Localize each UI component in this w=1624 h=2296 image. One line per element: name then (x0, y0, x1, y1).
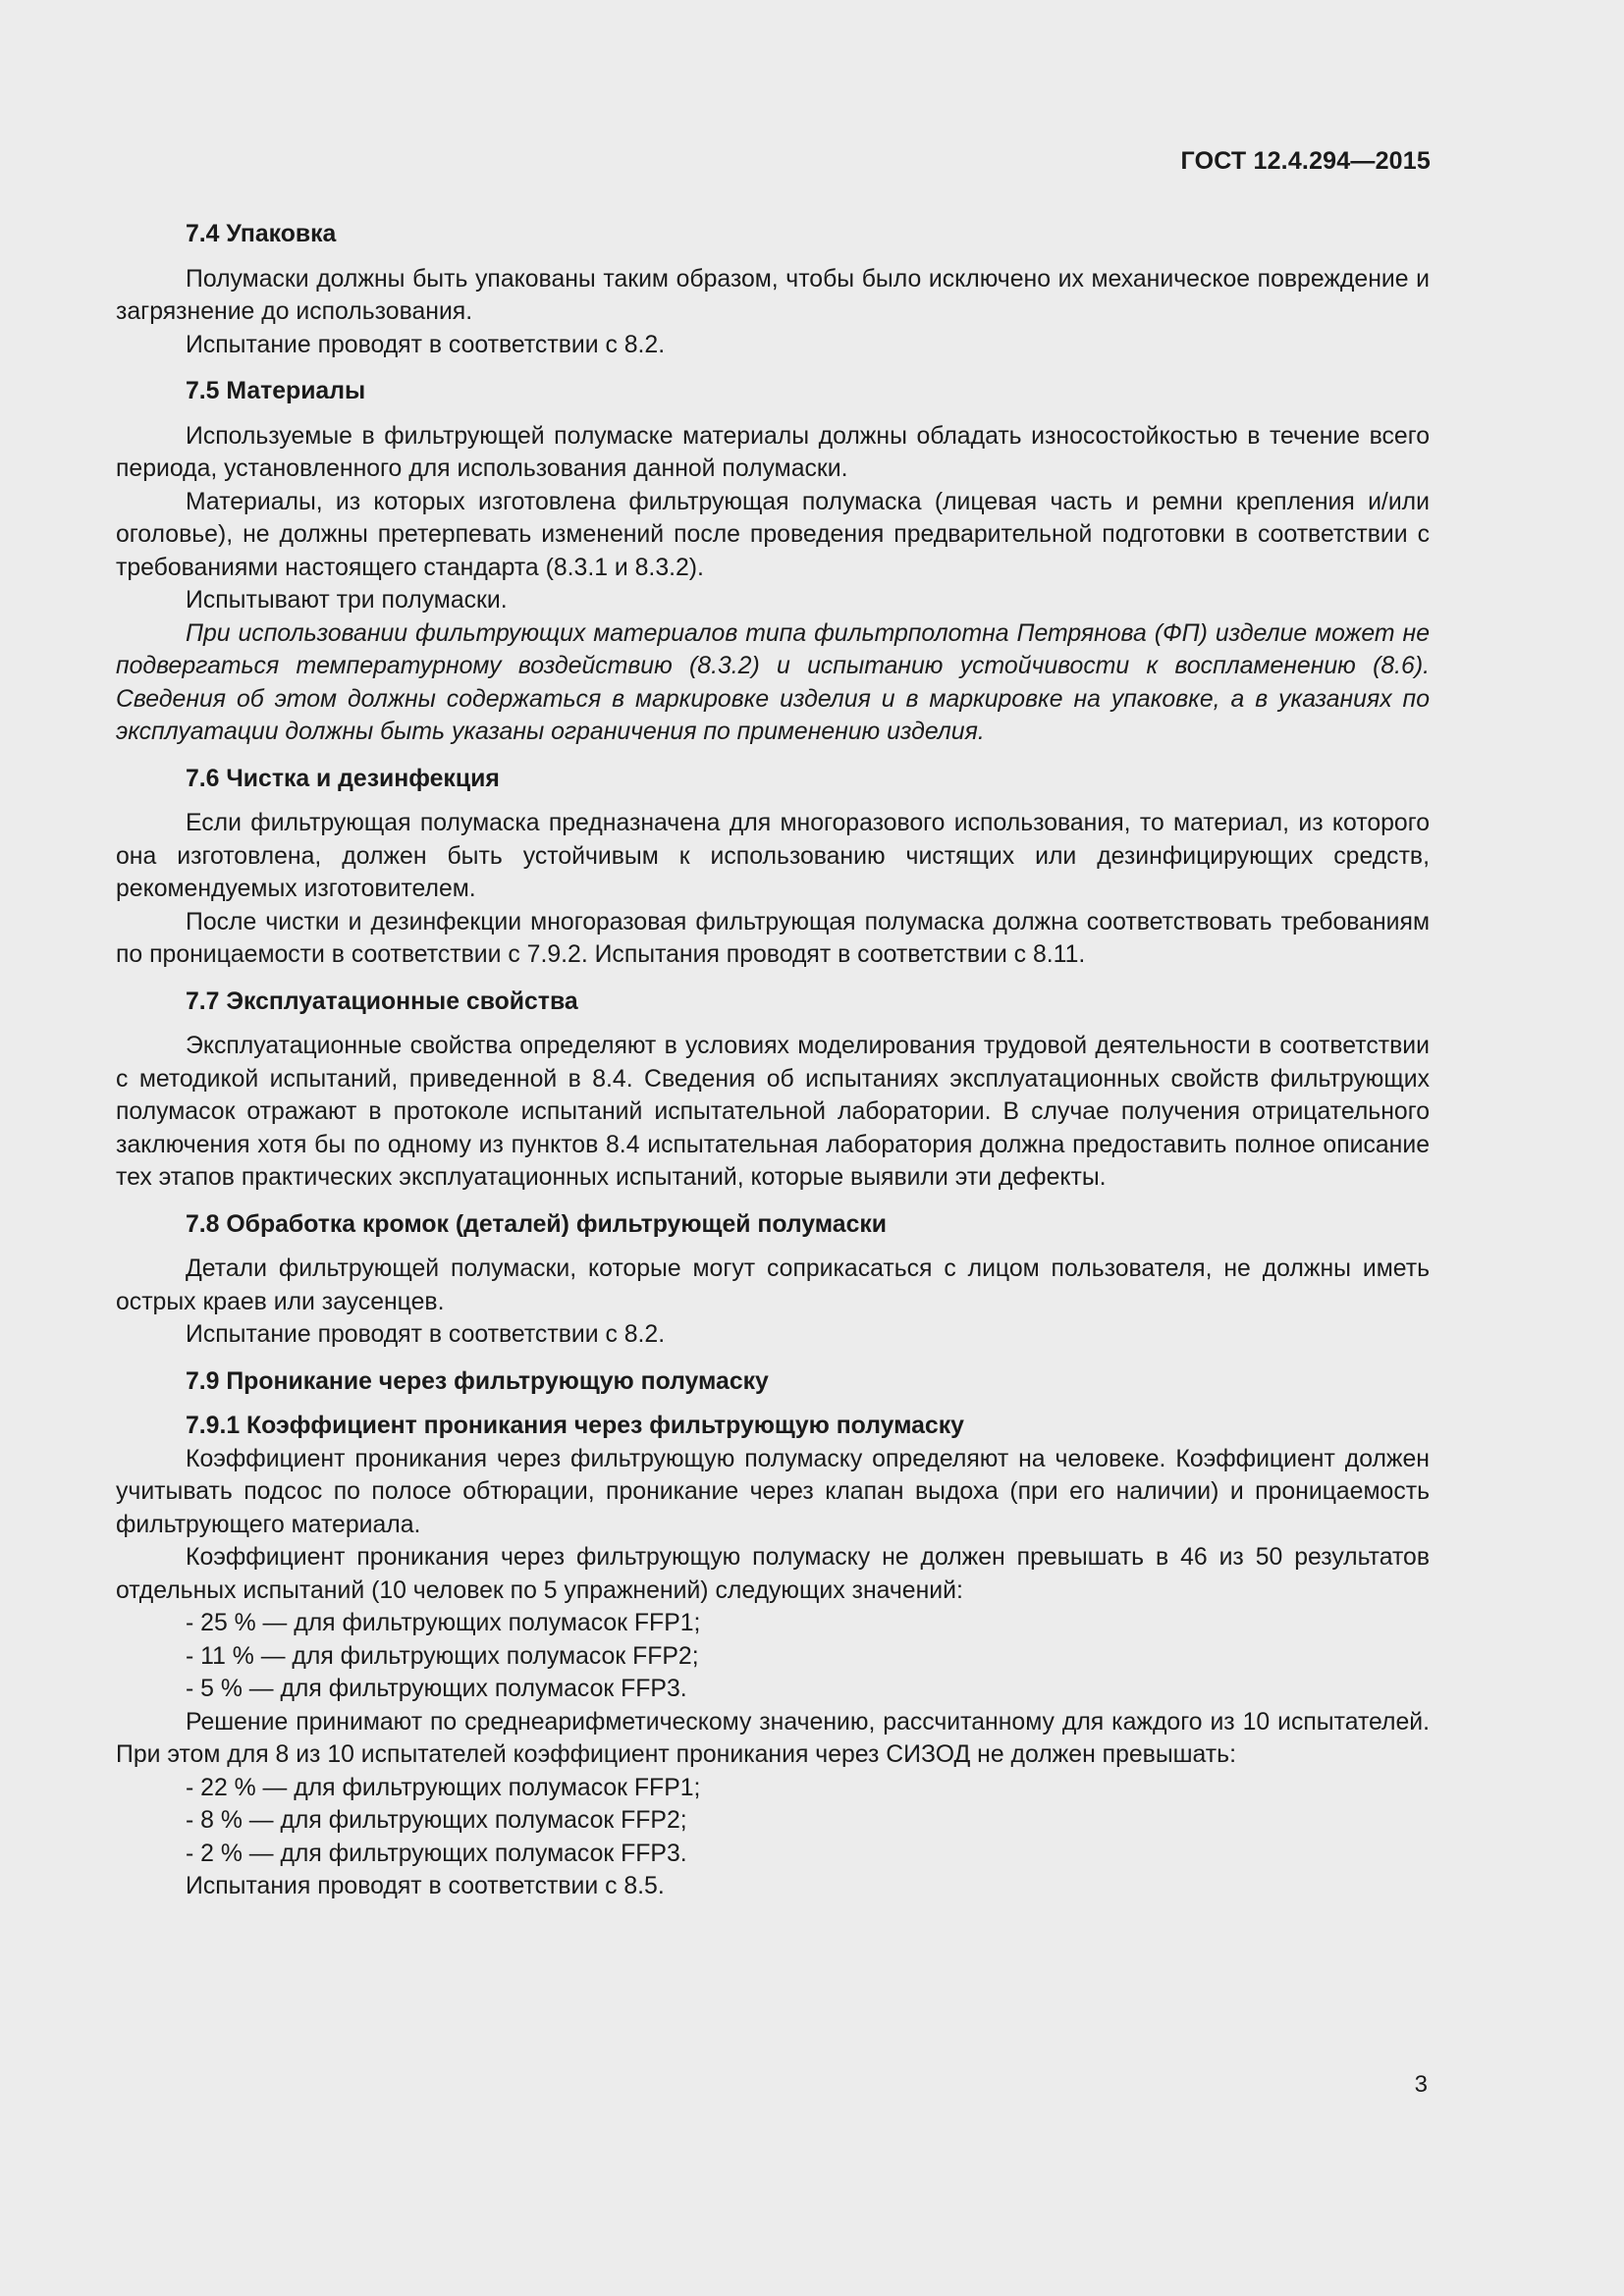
italic-note-paragraph: При использовании фильтрующих материалов типа фильтрполотна Петрянова (ФП) изделие может не подвергаться температурному воздействию (8.3.2) и испытанию устойчивости к воспламенению (8.6). Сведения об этом должны содержаться в маркировке изделия и в маркировке на упаковке, а в указаниях по эксплуатации должны быть указаны ограничения по применению изделия. (116, 619, 1430, 745)
document-header: ГОСТ 12.4.294—2015 (1180, 147, 1431, 175)
paragraph: Полумаски должны быть упакованы таким образом, чтобы было исключено их механическое повреждение и загрязнение до использования. (116, 265, 1430, 325)
list-item: - 5 % — для фильтрующих полумасок FFP3. (186, 1676, 687, 1702)
section-heading-7-8: 7.8 Обработка кромок (деталей) фильтрующей полумаски (186, 1210, 888, 1238)
section-heading-7-4: 7.4 Упаковка (186, 221, 337, 247)
section-heading-7-7: 7.7 Эксплуатационные свойства (186, 988, 578, 1015)
subsection-heading-7-9-1: 7.9.1 Коэффициент проникания через фильтрующую полумаску (186, 1413, 964, 1439)
list-item: - 2 % — для фильтрующих полумасок FFP3. (186, 1840, 687, 1867)
paragraph: Эксплуатационные свойства определяют в условиях моделирования трудовой деятельности в соответствии с методикой испытаний, приведенной в 8.4. Сведения об испытаниях эксплуатационных свойств фильтрующих полумасок отражают в протоколе испытаний испытательной лаборатории. В случае получения отрицательного заключения хотя бы по одному из пунктов 8.4 испытательная лаборатория должна предоставить полное описание тех этапов практических эксплуатационных испытаний, которые выявили эти дефекты. (116, 1033, 1430, 1191)
paragraph: Коэффициент проникания через фильтрующую полумаску не должен превышать в 46 из 50 результатов отдельных испытаний (10 человек по 5 упражнений) следующих значений: (116, 1544, 1430, 1604)
paragraph: Коэффициент проникания через фильтрующую полумаску определяют на человеке. Коэффициент должен учитывать подсос по полосе обтюрации, проникание через клапан выдоха (при его наличии) и проницаемость фильтрующего материала. (116, 1445, 1430, 1538)
list-item: - 25 % — для фильтрующих полумасок FFP1; (186, 1610, 701, 1636)
section-heading-7-9: 7.9 Проникание через фильтрующую полумаску (186, 1367, 769, 1395)
list-item: - 11 % — для фильтрующих полумасок FFP2; (186, 1642, 699, 1670)
paragraph: Детали фильтрующей полумаски, которые могут соприкасаться с лицом пользователя, не должны иметь острых краев или заусенцев. (116, 1255, 1430, 1315)
page-number: 3 (1414, 2071, 1428, 2098)
paragraph: Материалы, из которых изготовлена фильтрующая полумаска (лицевая часть и ремни крепления и/или оголовье), не должны претерпевать изменений после проведения предварительной подготовки в соответствии с требованиями настоящего стандарта (8.3.1 и 8.3.2). (116, 488, 1430, 581)
paragraph: Решение принимают по среднеарифметическому значению, рассчитанному для каждого из 10 испытателей. При этом для 8 из 10 испытателей коэффициент проникания через СИЗОД не должен превышать: (116, 1708, 1430, 1768)
section-heading-7-5: 7.5 Материалы (186, 378, 366, 404)
paragraph: Испытание проводят в соответствии с 8.2. (186, 331, 666, 358)
paragraph: Используемые в фильтрующей полумаске материалы должны обладать износостойкостью в течение всего периода, установленного для использования данной полумаски. (116, 422, 1430, 482)
paragraph: После чистки и дезинфекции многоразовая фильтрующая полумаска должна соответствовать требованиям по проницаемости в соответствии с 7.9.2. Испытания проводят в соответствии с 8.11. (116, 908, 1430, 968)
list-item: - 22 % — для фильтрующих полумасок FFP1; (186, 1774, 701, 1801)
paragraph: Испытание проводят в соответствии с 8.2. (186, 1321, 666, 1348)
list-item: - 8 % — для фильтрующих полумасок FFP2; (186, 1807, 687, 1834)
paragraph: Испытания проводят в соответствии с 8.5. (186, 1873, 665, 1899)
paragraph: Испытывают три полумаски. (186, 587, 508, 614)
section-heading-7-6: 7.6 Чистка и дезинфекция (186, 765, 500, 792)
paragraph: Если фильтрующая полумаска предназначена для многоразового использования, то материал, из которого она изготовлена, должен быть устойчивым к использованию чистящих или дезинфицирующих средств, рекомендуемых изготовителем. (116, 810, 1430, 902)
document-body (116, 218, 1430, 1903)
